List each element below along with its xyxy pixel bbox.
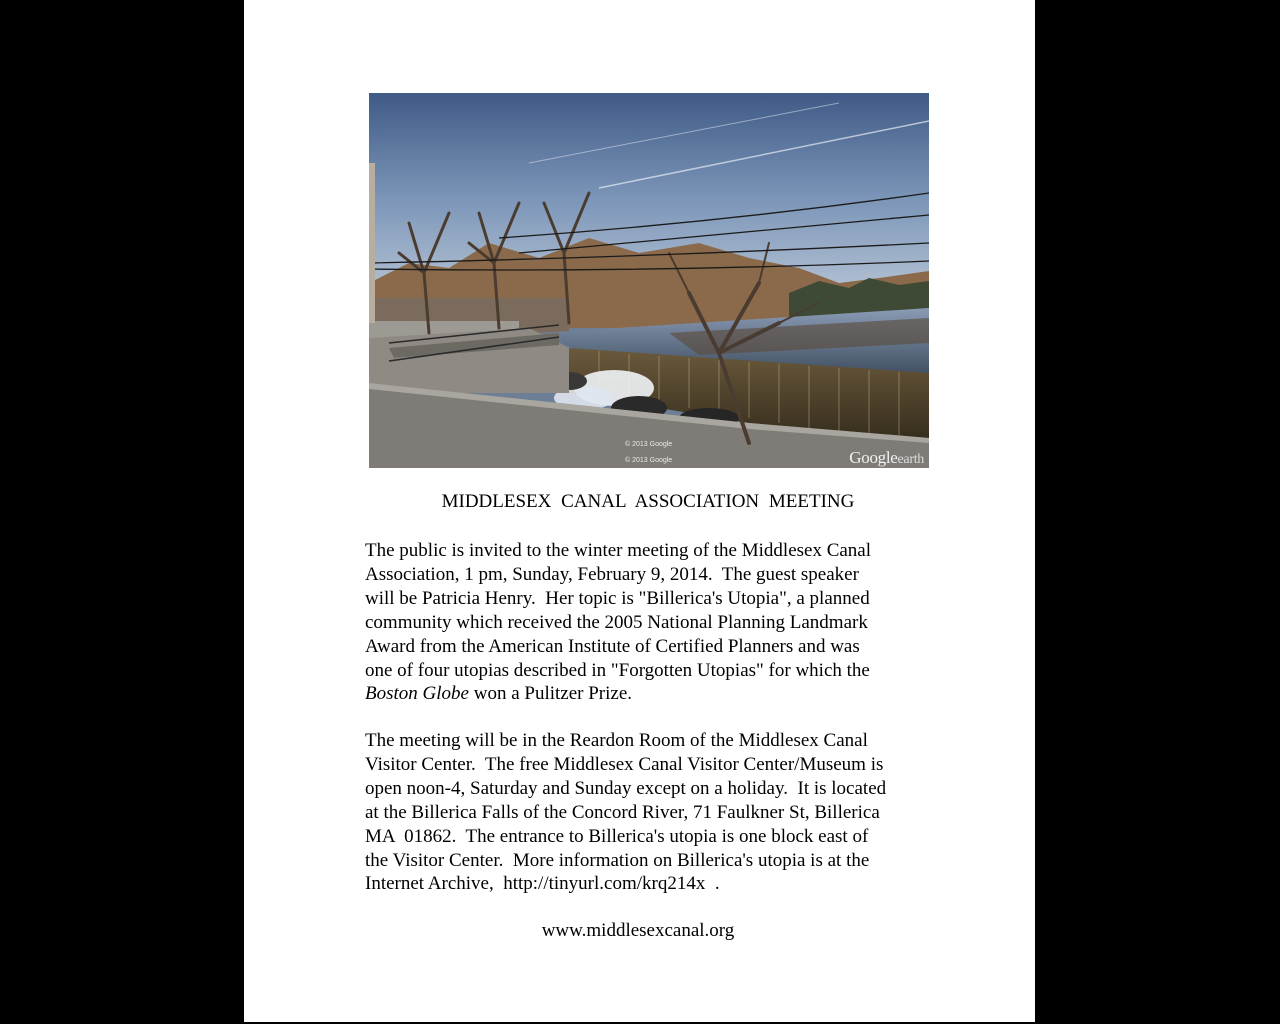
text-line: Association, 1 pm, Sunday, February 9, 2014. The guest speaker (365, 563, 859, 585)
text-line (365, 682, 945, 706)
text-fragment: won a Pulitzer Prize. (468, 683, 633, 705)
flyer-page (244, 0, 1035, 1022)
google-earth-logo (849, 448, 924, 468)
meeting-announcement-paragraph (365, 539, 945, 706)
text-line: open noon-4, Saturday and Sunday except on a holiday. It is located (365, 777, 887, 799)
google-earth-logo-main: Google (849, 448, 898, 467)
text-line: Visitor Center. The free Middlesex Canal Visitor Center/Museum is (365, 753, 884, 775)
newspaper-name: Boston Globe (365, 683, 469, 705)
copyright-watermark: © 2013 Google (625, 457, 673, 464)
copyright-watermark: © 2013 Google (625, 441, 673, 448)
text-line: Internet Archive, http://tinyurl.com/krq214x . (365, 873, 720, 895)
text-line: The meeting will be in the Reardon Room of the Middlesex Canal (365, 730, 868, 751)
website-url: www.middlesexcanal.org (541, 920, 735, 941)
text-line: community which received the 2005 National Planning Landmark (365, 611, 868, 633)
text-line: MA 01862. The entrance to Billerica's utopia is one block east of (365, 825, 869, 847)
meeting-heading: MIDDLESEX CANAL ASSOCIATION MEETING (441, 491, 855, 512)
text-line: The public is invited to the winter meeting of the Middlesex Canal (365, 540, 872, 561)
text-line: will be Patricia Henry. Her topic is "Billerica's Utopia", a planned (365, 587, 870, 609)
text-line: one of four utopias described in "Forgotten Utopias" for which the (365, 659, 870, 681)
google-earth-logo-sub: earth (897, 452, 924, 467)
text-line: the Visitor Center. More information on Billerica's utopia is at the (365, 849, 870, 871)
text-line: Award from the American Institute of Certified Planners and was (365, 635, 860, 657)
text-line: at the Billerica Falls of the Concord River, 71 Faulkner St, Billerica (365, 801, 880, 823)
meeting-location-paragraph (365, 729, 945, 896)
billerica-falls-photo (369, 93, 929, 468)
